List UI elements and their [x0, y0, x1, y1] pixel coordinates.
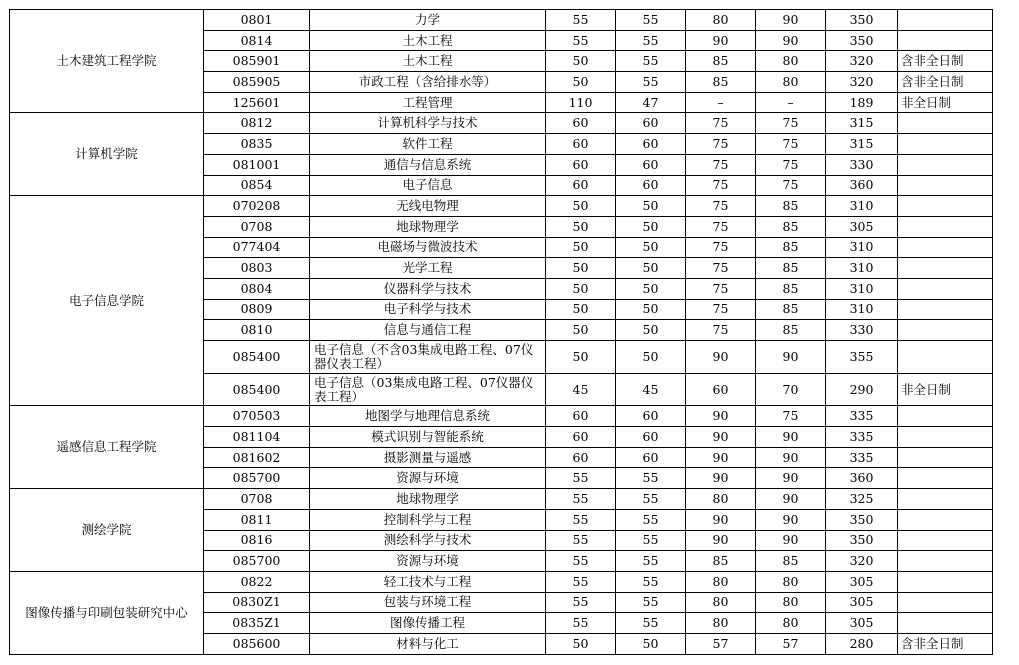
total-score-cell: 280 — [826, 633, 898, 654]
major-name-cell: 力学 — [310, 10, 546, 31]
total-score-cell: 325 — [826, 489, 898, 510]
note-cell — [898, 341, 993, 374]
score-politics-cell: 60 — [546, 134, 616, 155]
major-name-cell: 测绘科学与技术 — [310, 530, 546, 551]
score-politics-cell: 60 — [546, 113, 616, 134]
note-cell — [898, 468, 993, 489]
major-code-cell: 0804 — [204, 278, 310, 299]
major-name-cell: 包装与环境工程 — [310, 592, 546, 613]
note-cell — [898, 489, 993, 510]
major-code-cell: 0809 — [204, 299, 310, 320]
score-foreign-language-cell: 50 — [616, 237, 686, 258]
major-code-cell: 085600 — [204, 633, 310, 654]
score-subject1-cell: 90 — [686, 468, 756, 489]
major-code-cell: 085905 — [204, 72, 310, 93]
score-subject1-cell: 75 — [686, 278, 756, 299]
total-score-cell: 310 — [826, 278, 898, 299]
table-row — [10, 113, 993, 134]
score-table — [9, 9, 993, 655]
table-row — [10, 489, 993, 510]
table-body — [10, 10, 993, 655]
score-foreign-language-cell: 47 — [616, 92, 686, 113]
score-foreign-language-cell: 50 — [616, 299, 686, 320]
score-foreign-language-cell: 55 — [616, 10, 686, 31]
score-subject1-cell: 80 — [686, 613, 756, 634]
total-score-cell: 315 — [826, 134, 898, 155]
score-politics-cell: 55 — [546, 30, 616, 51]
score-subject2-cell: 85 — [756, 216, 826, 237]
score-subject2-cell: 90 — [756, 341, 826, 374]
score-politics-cell: 55 — [546, 592, 616, 613]
score-foreign-language-cell: 60 — [616, 406, 686, 427]
score-politics-cell: 55 — [546, 530, 616, 551]
score-subject1-cell: 90 — [686, 427, 756, 448]
note-cell — [898, 447, 993, 468]
total-score-cell: 350 — [826, 10, 898, 31]
score-subject1-cell: 90 — [686, 530, 756, 551]
score-foreign-language-cell: 60 — [616, 134, 686, 155]
major-name-cell: 计算机科学与技术 — [310, 113, 546, 134]
total-score-cell: 360 — [826, 468, 898, 489]
score-foreign-language-cell: 60 — [616, 447, 686, 468]
major-code-cell: 0814 — [204, 30, 310, 51]
score-foreign-language-cell: 50 — [616, 633, 686, 654]
total-score-cell: 320 — [826, 551, 898, 572]
major-code-cell: 125601 — [204, 92, 310, 113]
major-name-cell: 轻工技术与工程 — [310, 571, 546, 592]
score-subject2-cell: 85 — [756, 237, 826, 258]
score-politics-cell: 50 — [546, 258, 616, 279]
score-foreign-language-cell: 50 — [616, 196, 686, 217]
score-subject1-cell: 85 — [686, 551, 756, 572]
score-foreign-language-cell: 60 — [616, 427, 686, 448]
score-subject2-cell: 75 — [756, 175, 826, 196]
score-subject1-cell: 57 — [686, 633, 756, 654]
total-score-cell: 305 — [826, 571, 898, 592]
total-score-cell: 335 — [826, 427, 898, 448]
score-subject2-cell: 85 — [756, 299, 826, 320]
major-name-cell: 市政工程（含给排水等） — [310, 72, 546, 93]
major-name-cell: 仪器科学与技术 — [310, 278, 546, 299]
score-subject1-cell: 85 — [686, 51, 756, 72]
score-subject2-cell: 80 — [756, 571, 826, 592]
score-foreign-language-cell: 55 — [616, 592, 686, 613]
score-subject2-cell: 80 — [756, 72, 826, 93]
major-name-cell: 信息与通信工程 — [310, 320, 546, 341]
major-name-cell: 地球物理学 — [310, 216, 546, 237]
total-score-cell: 310 — [826, 299, 898, 320]
note-cell: 非全日制 — [898, 373, 993, 406]
score-politics-cell: 60 — [546, 175, 616, 196]
score-subject1-cell: 90 — [686, 341, 756, 374]
note-cell — [898, 278, 993, 299]
major-name-cell: 无线电物理 — [310, 196, 546, 217]
major-code-cell: 070503 — [204, 406, 310, 427]
major-code-cell: 081104 — [204, 427, 310, 448]
note-cell — [898, 299, 993, 320]
score-subject1-cell: 80 — [686, 10, 756, 31]
score-foreign-language-cell: 55 — [616, 30, 686, 51]
major-name-cell: 土木工程 — [310, 51, 546, 72]
college-name: 遥感信息工程学院 — [10, 406, 204, 489]
score-politics-cell: 55 — [546, 613, 616, 634]
score-politics-cell: 110 — [546, 92, 616, 113]
major-name-cell: 电磁场与微波技术 — [310, 237, 546, 258]
score-politics-cell: 50 — [546, 320, 616, 341]
note-cell — [898, 571, 993, 592]
score-foreign-language-cell: 55 — [616, 571, 686, 592]
major-code-cell: 0816 — [204, 530, 310, 551]
score-politics-cell: 50 — [546, 237, 616, 258]
score-subject1-cell: 90 — [686, 406, 756, 427]
college-name: 电子信息学院 — [10, 196, 204, 406]
score-subject2-cell: 90 — [756, 447, 826, 468]
score-politics-cell: 55 — [546, 10, 616, 31]
note-cell — [898, 154, 993, 175]
total-score-cell: 330 — [826, 154, 898, 175]
score-politics-cell: 50 — [546, 341, 616, 374]
major-name-cell: 光学工程 — [310, 258, 546, 279]
note-cell — [898, 427, 993, 448]
table-row — [10, 406, 993, 427]
major-code-cell: 0801 — [204, 10, 310, 31]
note-cell — [898, 509, 993, 530]
major-name-cell: 电子信息（不含03集成电路工程、07仪器仪表工程） — [310, 341, 546, 374]
score-subject2-cell: – — [756, 92, 826, 113]
major-code-cell: 081602 — [204, 447, 310, 468]
major-name-cell: 电子信息 — [310, 175, 546, 196]
score-subject1-cell: 75 — [686, 134, 756, 155]
total-score-cell: 320 — [826, 72, 898, 93]
total-score-cell: 310 — [826, 237, 898, 258]
score-foreign-language-cell: 50 — [616, 258, 686, 279]
table-row — [10, 10, 993, 31]
score-politics-cell: 45 — [546, 373, 616, 406]
total-score-cell: 305 — [826, 592, 898, 613]
table-row — [10, 571, 993, 592]
major-code-cell: 085700 — [204, 551, 310, 572]
score-politics-cell: 60 — [546, 427, 616, 448]
score-subject1-cell: 75 — [686, 258, 756, 279]
score-foreign-language-cell: 50 — [616, 216, 686, 237]
score-politics-cell: 55 — [546, 571, 616, 592]
major-code-cell: 0830Z1 — [204, 592, 310, 613]
score-politics-cell: 50 — [546, 72, 616, 93]
score-subject1-cell: 85 — [686, 72, 756, 93]
major-name-cell: 材料与化工 — [310, 633, 546, 654]
major-code-cell: 085901 — [204, 51, 310, 72]
table-row — [10, 196, 993, 217]
note-cell: 含非全日制 — [898, 633, 993, 654]
total-score-cell: 189 — [826, 92, 898, 113]
total-score-cell: 350 — [826, 509, 898, 530]
score-politics-cell: 55 — [546, 489, 616, 510]
score-subject1-cell: 80 — [686, 489, 756, 510]
total-score-cell: 355 — [826, 341, 898, 374]
score-subject1-cell: 75 — [686, 154, 756, 175]
score-foreign-language-cell: 55 — [616, 72, 686, 93]
total-score-cell: 350 — [826, 530, 898, 551]
score-subject1-cell: 75 — [686, 196, 756, 217]
total-score-cell: 350 — [826, 30, 898, 51]
note-cell: 含非全日制 — [898, 51, 993, 72]
score-politics-cell: 60 — [546, 154, 616, 175]
score-politics-cell: 50 — [546, 196, 616, 217]
note-cell — [898, 592, 993, 613]
score-subject1-cell: 60 — [686, 373, 756, 406]
major-name-cell: 工程管理 — [310, 92, 546, 113]
major-code-cell: 085400 — [204, 373, 310, 406]
major-code-cell: 0811 — [204, 509, 310, 530]
note-cell — [898, 134, 993, 155]
total-score-cell: 330 — [826, 320, 898, 341]
total-score-cell: 305 — [826, 613, 898, 634]
score-politics-cell: 60 — [546, 447, 616, 468]
major-code-cell: 077404 — [204, 237, 310, 258]
major-code-cell: 0854 — [204, 175, 310, 196]
major-code-cell: 0708 — [204, 489, 310, 510]
major-name-cell: 资源与环境 — [310, 551, 546, 572]
major-name-cell: 土木工程 — [310, 30, 546, 51]
note-cell: 含非全日制 — [898, 72, 993, 93]
score-subject1-cell: 75 — [686, 299, 756, 320]
college-name: 土木建筑工程学院 — [10, 10, 204, 113]
major-code-cell: 0835 — [204, 134, 310, 155]
note-cell — [898, 216, 993, 237]
score-subject1-cell: 90 — [686, 30, 756, 51]
total-score-cell: 305 — [826, 216, 898, 237]
score-politics-cell: 50 — [546, 216, 616, 237]
major-name-cell: 电子信息（03集成电路工程、07仪器仪表工程） — [310, 373, 546, 406]
major-code-cell: 0835Z1 — [204, 613, 310, 634]
score-foreign-language-cell: 55 — [616, 51, 686, 72]
score-subject2-cell: 70 — [756, 373, 826, 406]
major-name-cell: 摄影测量与遥感 — [310, 447, 546, 468]
score-subject2-cell: 90 — [756, 30, 826, 51]
score-foreign-language-cell: 60 — [616, 113, 686, 134]
total-score-cell: 310 — [826, 258, 898, 279]
score-subject2-cell: 80 — [756, 613, 826, 634]
score-subject2-cell: 90 — [756, 427, 826, 448]
major-code-cell: 085700 — [204, 468, 310, 489]
score-politics-cell: 55 — [546, 468, 616, 489]
score-subject2-cell: 75 — [756, 113, 826, 134]
major-code-cell: 070208 — [204, 196, 310, 217]
note-cell — [898, 237, 993, 258]
major-name-cell: 模式识别与智能系统 — [310, 427, 546, 448]
note-cell — [898, 196, 993, 217]
major-name-cell: 通信与信息系统 — [310, 154, 546, 175]
major-name-cell: 地球物理学 — [310, 489, 546, 510]
total-score-cell: 335 — [826, 406, 898, 427]
note-cell — [898, 406, 993, 427]
note-cell: 非全日制 — [898, 92, 993, 113]
note-cell — [898, 113, 993, 134]
score-subject2-cell: 90 — [756, 468, 826, 489]
total-score-cell: 310 — [826, 196, 898, 217]
score-subject2-cell: 80 — [756, 51, 826, 72]
major-name-cell: 资源与环境 — [310, 468, 546, 489]
score-subject1-cell: 80 — [686, 592, 756, 613]
score-subject2-cell: 57 — [756, 633, 826, 654]
college-name: 计算机学院 — [10, 113, 204, 196]
score-subject1-cell: 75 — [686, 237, 756, 258]
score-foreign-language-cell: 45 — [616, 373, 686, 406]
score-politics-cell: 55 — [546, 551, 616, 572]
score-subject2-cell: 90 — [756, 509, 826, 530]
major-code-cell: 0708 — [204, 216, 310, 237]
score-subject1-cell: 75 — [686, 113, 756, 134]
score-foreign-language-cell: 55 — [616, 509, 686, 530]
major-name-cell: 电子科学与技术 — [310, 299, 546, 320]
total-score-cell: 360 — [826, 175, 898, 196]
score-politics-cell: 50 — [546, 633, 616, 654]
score-politics-cell: 50 — [546, 278, 616, 299]
major-code-cell: 0803 — [204, 258, 310, 279]
total-score-cell: 320 — [826, 51, 898, 72]
major-code-cell: 081001 — [204, 154, 310, 175]
score-subject2-cell: 85 — [756, 196, 826, 217]
note-cell — [898, 175, 993, 196]
note-cell — [898, 551, 993, 572]
note-cell — [898, 320, 993, 341]
score-subject2-cell: 85 — [756, 258, 826, 279]
score-foreign-language-cell: 50 — [616, 278, 686, 299]
score-foreign-language-cell: 50 — [616, 341, 686, 374]
score-subject1-cell: 75 — [686, 216, 756, 237]
score-foreign-language-cell: 50 — [616, 320, 686, 341]
score-subject1-cell: – — [686, 92, 756, 113]
note-cell — [898, 30, 993, 51]
note-cell — [898, 10, 993, 31]
score-subject2-cell: 75 — [756, 406, 826, 427]
score-foreign-language-cell: 55 — [616, 468, 686, 489]
score-foreign-language-cell: 60 — [616, 175, 686, 196]
score-politics-cell: 55 — [546, 509, 616, 530]
score-subject1-cell: 80 — [686, 571, 756, 592]
major-code-cell: 0810 — [204, 320, 310, 341]
major-name-cell: 地图学与地理信息系统 — [310, 406, 546, 427]
note-cell — [898, 258, 993, 279]
college-name: 测绘学院 — [10, 489, 204, 572]
major-name-cell: 控制科学与工程 — [310, 509, 546, 530]
major-name-cell: 软件工程 — [310, 134, 546, 155]
score-foreign-language-cell: 60 — [616, 154, 686, 175]
score-foreign-language-cell: 55 — [616, 613, 686, 634]
score-subject1-cell: 75 — [686, 175, 756, 196]
score-subject2-cell: 75 — [756, 134, 826, 155]
note-cell — [898, 613, 993, 634]
score-subject1-cell: 75 — [686, 320, 756, 341]
total-score-cell: 335 — [826, 447, 898, 468]
score-foreign-language-cell: 55 — [616, 489, 686, 510]
note-cell — [898, 530, 993, 551]
score-politics-cell: 60 — [546, 406, 616, 427]
score-foreign-language-cell: 55 — [616, 530, 686, 551]
score-subject1-cell: 90 — [686, 509, 756, 530]
score-subject2-cell: 85 — [756, 278, 826, 299]
major-code-cell: 0812 — [204, 113, 310, 134]
score-subject2-cell: 80 — [756, 592, 826, 613]
score-subject2-cell: 90 — [756, 10, 826, 31]
score-subject2-cell: 75 — [756, 154, 826, 175]
score-subject2-cell: 90 — [756, 530, 826, 551]
major-code-cell: 085400 — [204, 341, 310, 374]
score-subject1-cell: 90 — [686, 447, 756, 468]
score-politics-cell: 50 — [546, 299, 616, 320]
total-score-cell: 315 — [826, 113, 898, 134]
score-foreign-language-cell: 55 — [616, 551, 686, 572]
total-score-cell: 290 — [826, 373, 898, 406]
college-name: 图像传播与印刷包装研究中心 — [10, 571, 204, 654]
major-code-cell: 0822 — [204, 571, 310, 592]
major-name-cell: 图像传播工程 — [310, 613, 546, 634]
score-subject2-cell: 90 — [756, 489, 826, 510]
score-subject2-cell: 85 — [756, 551, 826, 572]
score-politics-cell: 50 — [546, 51, 616, 72]
score-subject2-cell: 85 — [756, 320, 826, 341]
